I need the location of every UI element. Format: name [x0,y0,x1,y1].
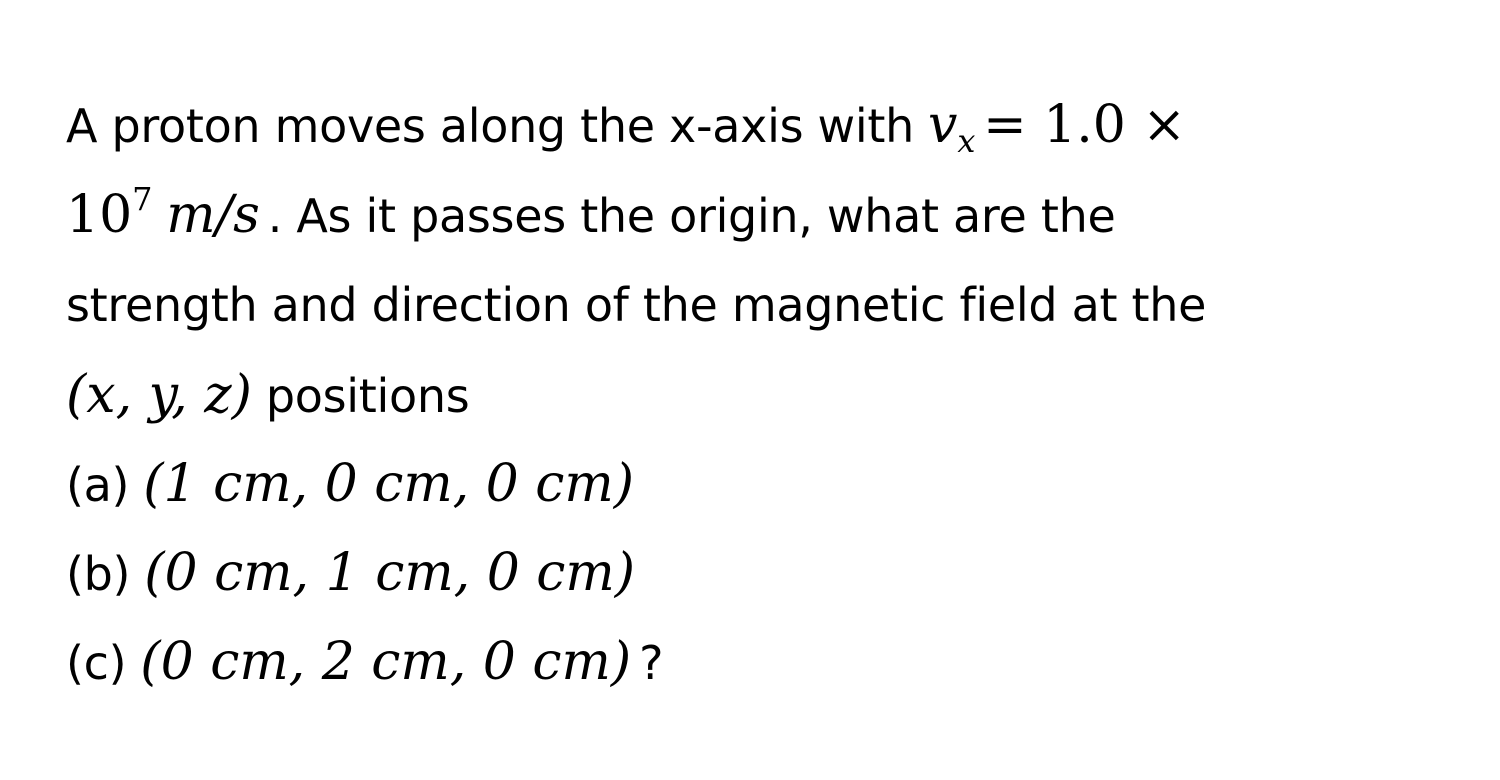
question-text-2: . As it passes the origin, what are the [267,189,1116,243]
question-line-3 [66,260,1446,350]
position-expression: (x, y, z) [66,365,252,425]
question-text-4: positions [265,369,470,423]
option-label: (a) [66,458,130,512]
question-text-3: strength and direction of the magnetic field at the [66,278,1207,332]
option-c [66,618,1446,707]
option-label: (b) [66,547,131,601]
velocity-equation: = 1.0 × [983,95,1186,155]
option-expression: (1 cm, 0 cm, 0 cm) [143,454,635,514]
option-label: (c) [66,636,127,690]
option-a [66,440,1446,529]
velocity-exponent: 7 [132,180,153,218]
problem-text [66,80,1446,707]
velocity-symbol: v [927,95,958,155]
question-text-1: A proton moves along the x-axis with [66,99,914,153]
option-expression: (0 cm, 1 cm, 0 cm) [144,543,636,603]
question-line-4 [66,350,1446,440]
option-suffix: ? [639,636,664,690]
question-line-1 [66,80,1446,170]
question-line-2 [66,170,1446,260]
velocity-subscript: x [957,122,976,160]
velocity-unit: m/s [166,185,260,245]
velocity-base: 10 [66,185,133,245]
option-b [66,529,1446,618]
option-expression: (0 cm, 2 cm, 0 cm) [140,632,632,692]
